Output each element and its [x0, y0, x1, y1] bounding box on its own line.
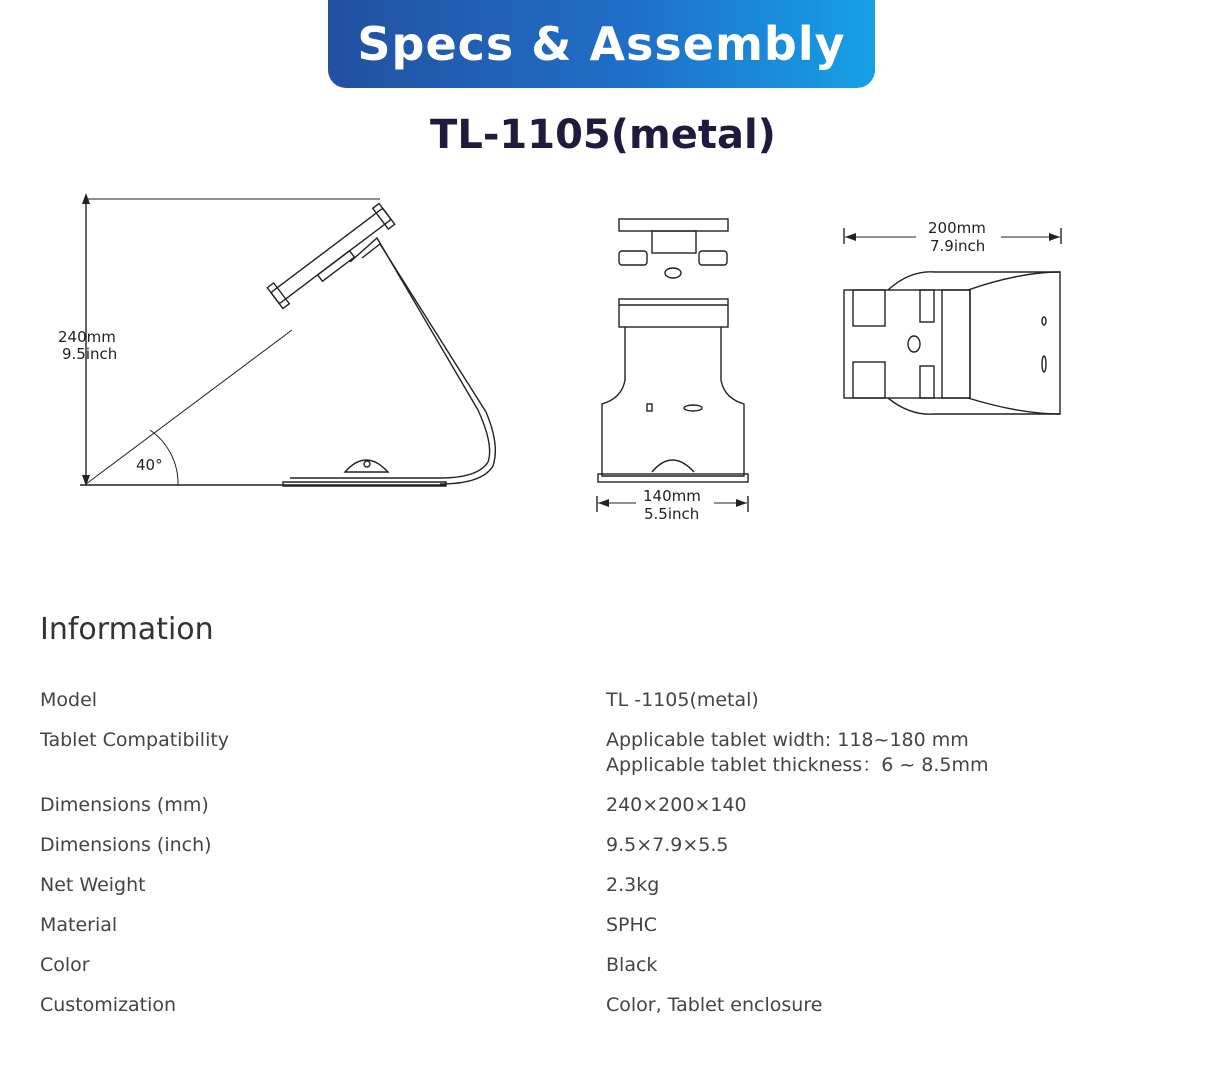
information-title: Information [40, 612, 214, 647]
info-table [40, 688, 989, 1033]
model-title: TL-1105(metal) [430, 112, 776, 158]
front-width-inch: 5.5inch [644, 505, 700, 523]
side-view [58, 193, 495, 486]
table-row [40, 728, 989, 793]
side-height-mm: 240mm [58, 328, 116, 346]
row-value-dimensions-mm: 240×200×140 [606, 794, 747, 816]
row-label-compatibility: Tablet Compatibility [40, 729, 230, 751]
row-value-dimensions-inch: 9.5×7.9×5.5 [606, 834, 729, 856]
table-row [40, 993, 989, 1033]
row-value-net-weight: 2.3kg [606, 874, 660, 896]
table-row [40, 873, 989, 913]
row-label-dimensions-mm: Dimensions (mm) [40, 794, 209, 816]
table-row [40, 793, 989, 833]
banner-title: Specs & Assembly [357, 17, 846, 71]
row-value-material: SPHC [606, 914, 658, 936]
row-value-model: TL -1105(metal) [606, 689, 759, 711]
compat-thickness: Applicable tablet thickness：6 ~ 8.5mm [606, 754, 989, 776]
table-row [40, 953, 989, 993]
row-label-dimensions-inch: Dimensions (inch) [40, 834, 212, 856]
row-value-customization: Color, Tablet enclosure [606, 994, 823, 1016]
table-row [40, 913, 989, 953]
row-value-compatibility [606, 728, 989, 793]
top-width-mm: 200mm [928, 219, 986, 237]
front-view [597, 219, 748, 523]
top-view [844, 219, 1061, 414]
table-row [40, 688, 989, 728]
side-height-inch: 9.5inch [62, 345, 118, 363]
row-label-color: Color [40, 954, 90, 976]
row-label-customization: Customization [40, 994, 177, 1016]
top-width-inch: 7.9inch [930, 237, 986, 255]
row-label-model: Model [40, 689, 98, 711]
angle-label: 40° [136, 456, 163, 474]
row-label-material: Material [40, 914, 118, 936]
row-value-color: Black [606, 954, 658, 976]
compat-width: Applicable tablet width: 118~180 mm [606, 729, 969, 751]
front-width-mm: 140mm [643, 487, 701, 505]
table-row [40, 833, 989, 873]
row-label-net-weight: Net Weight [40, 874, 146, 896]
